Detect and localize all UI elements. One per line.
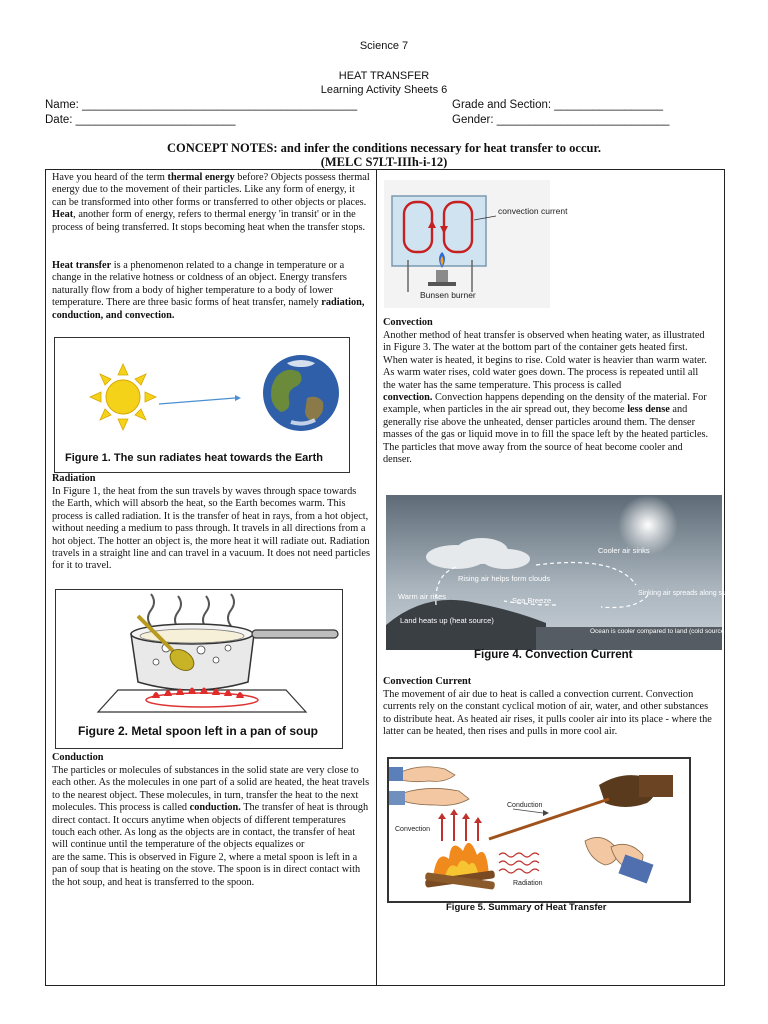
land-heats-label: Land heats up (heat source) xyxy=(400,616,494,625)
hands-warming-icon xyxy=(585,837,654,883)
heat-transfer-paragraph: Heat transfer is a phenomenon related to a change in temperature or a change in the relative hotness or coldness of an object. Energy transfers naturally flow from a body of higher temperature to a body of lower temperature. There are three basic forms of heat transfer, namely radiation, conduction, and convection. xyxy=(52,260,365,321)
radiation-waves-icon xyxy=(499,853,539,873)
campfire-icon xyxy=(425,843,495,890)
sinking-air-label: Sinking air spreads along surface xyxy=(638,590,742,597)
date-field[interactable]: Date: _________________________ xyxy=(45,114,236,126)
conduction-heading: Conduction xyxy=(52,752,104,763)
intro-paragraph: Have you heard of the term thermal energy before? Objects possess thermal energy due to the movement of their particles. Like any form of energy, it can be transformed into other forms or transferred to other objects or places. Heat, another form of energy, refers to thermal energy 'in transit' or in the process of being transferred. It stops becoming heat when the transfer stops. xyxy=(52,172,370,233)
cooler-air-label: Cooler air sinks xyxy=(598,546,650,555)
conduction-paragraph: The particles or molecules of substances in the solid state are very close to each other. As the molecules in one part of a solid are heated, the heat travels to the nearest object. These molecules, in turn, transfer the heat to the next molecules. This process is called conduction. The transfer of heat is through direct contact. It occurs anytime when objects of different temperatures touch each other. As long as the objects are in contact, the transfer of heat will continue until the temperature of the objects equalizes or are the same. This is observed in Figure 2, where a metal spoon is left in a pan of soup that is heating on the stove. The spoon is in direct contact with the hot soup, and heat is transferred to the spoon. xyxy=(52,765,370,888)
sheet-title: HEAT TRANSFER xyxy=(338,70,430,82)
figure-1 xyxy=(54,337,350,473)
rising-air-label: Rising air helps form clouds xyxy=(458,574,551,583)
convection-current-label: convection current xyxy=(498,206,568,216)
figure-2 xyxy=(55,589,343,749)
sun-icon xyxy=(90,364,156,430)
convection-current-heading: Convection Current xyxy=(383,676,472,687)
radiation-paragraph: In Figure 1, the heat from the sun travels by waves through space towards the Earth, which will absorb the heat, so the Earth becomes warm. This process is called radiation. It is the transfer of heat in rays, from a hot object, without needing a medium to pass through. It travels in all directions from a hot object. The hotter an object is, the more heat it will radiate out. Radiation travels in a straight line and can travel in a vacuum. It does not need particles for it to travel. xyxy=(52,486,370,572)
convection-heading: Convection xyxy=(383,317,433,328)
figure-3 xyxy=(384,180,568,308)
radiation-label: Radiation xyxy=(513,880,543,887)
figure-1-caption: Figure 1. The sun radiates heat towards the Earth xyxy=(65,452,323,464)
radiation-arrow xyxy=(159,398,235,404)
conduction-label: Conduction xyxy=(507,802,543,809)
warm-air-label: Warm air rises xyxy=(398,592,447,601)
figure-5 xyxy=(387,757,691,903)
convection-paragraph: Another method of heat transfer is observed when heating water, as illustrated in Figure 3. The water at the bottom part of the container gets heated first. When water is heated, it begins to rise. Cold water is heavier than warm water. As warm water rises, cold water goes down. The process is repeated until all the water has the same temperature. This process is called convection. Convection happens depending on the density of the material. For example, when particles in the air spread out, they become less dense and generally rise above the unheated, denser particles around them. The denser masses of the gas or liquid move in to fill the space left by the heated particles. The particles that move away from the source of heat become cooler and denser. xyxy=(383,330,709,466)
bunsen-burner-label: Bunsen burner xyxy=(420,290,476,300)
earth-icon xyxy=(263,355,339,431)
heat-transfer-summary-illustration xyxy=(389,759,689,901)
sea-breeze-label: Sea Breeze xyxy=(512,596,552,605)
figure-4-caption: Figure 4. Convection Current xyxy=(474,649,633,661)
gender-field[interactable]: Gender: ___________________________ xyxy=(452,114,670,126)
beaker-convection-illustration xyxy=(384,180,568,308)
hand-icon-middle xyxy=(389,788,469,805)
stove-flame-icon xyxy=(98,688,306,713)
sheet-subtitle: Learning Activity Sheets 6 xyxy=(320,84,448,96)
hand-icon-top xyxy=(389,767,455,782)
ocean-label: Ocean is cooler compared to land (cold source, aka heat sink) xyxy=(590,628,768,635)
convection-current-paragraph: The movement of air due to heat is called a convection current. Convection currents rely on the constant cyclical motion of air, water, and other substances to distribute heat. As heated air rises, it pulls cooler air into its place - where the latter can be heated, then rises and pulls in more cool air. xyxy=(383,689,712,738)
sea-breeze-illustration xyxy=(386,495,768,662)
melc-code: (MELC S7LT-IIIh-i-12) xyxy=(320,155,448,169)
grade-section-field[interactable]: Grade and Section: _________________ xyxy=(452,99,664,111)
convection-label: Convection xyxy=(395,826,431,833)
radiation-heading: Radiation xyxy=(52,473,96,484)
name-field[interactable]: Name: ___________________________________________ xyxy=(45,99,358,111)
convection-arrows-icon xyxy=(438,809,482,841)
figure-5-caption: Figure 5. Summary of Heat Transfer xyxy=(446,902,607,913)
concept-notes-heading: CONCEPT NOTES: and infer the conditions necessary for heat transfer to occur. xyxy=(166,141,602,155)
steam-lines xyxy=(148,594,234,628)
subject-title: Science 7 xyxy=(359,40,409,52)
glove-icon xyxy=(599,775,673,807)
column-divider xyxy=(376,169,377,985)
figure-2-caption: Figure 2. Metal spoon left in a pan of soup xyxy=(78,724,319,738)
figure-4 xyxy=(386,495,768,662)
pan-icon xyxy=(131,624,338,690)
